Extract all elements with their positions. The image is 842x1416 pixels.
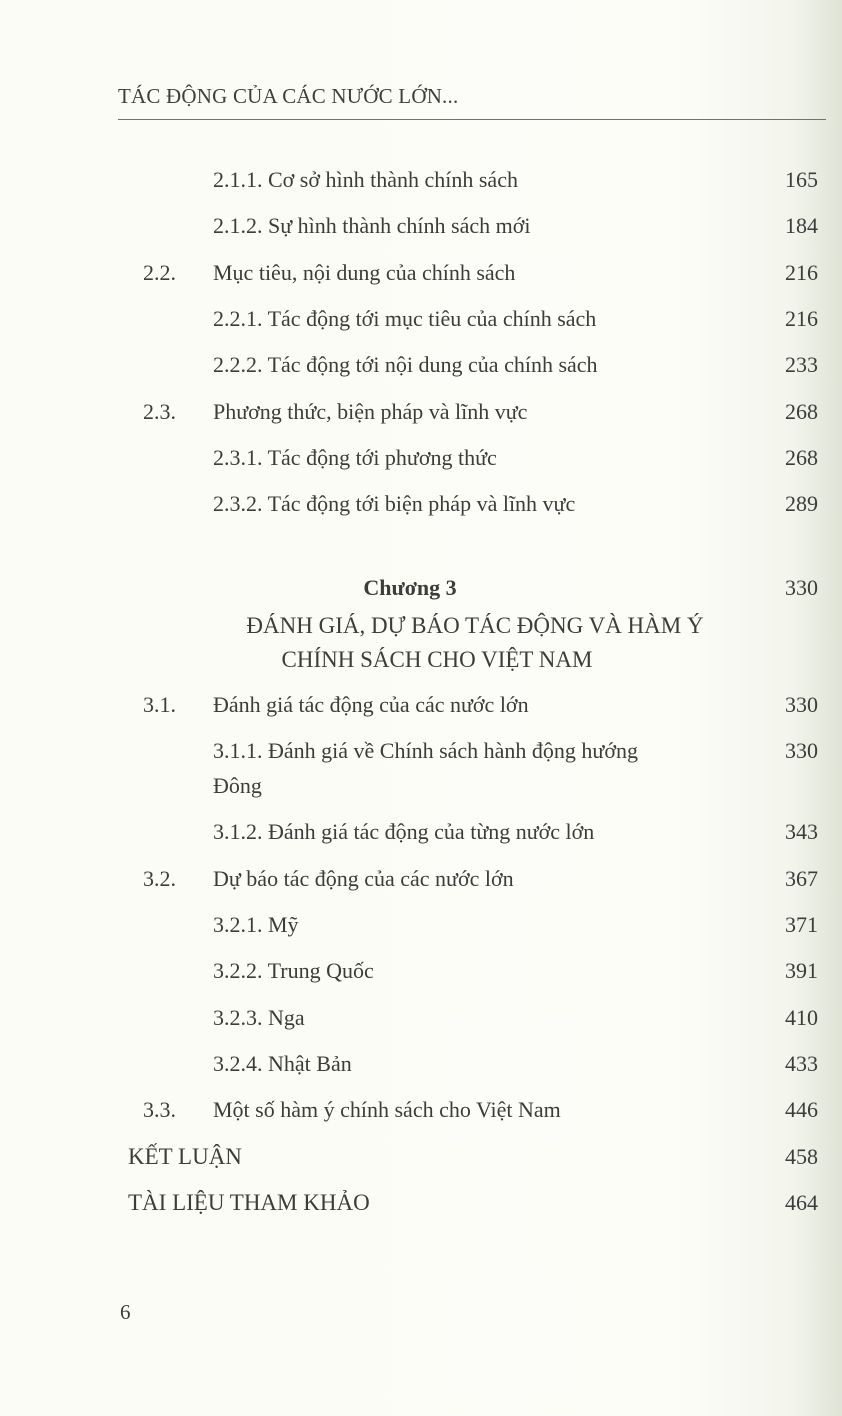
toc-page: 367	[785, 866, 818, 891]
toc-title: Dự báo tác động của các nước lớn	[213, 866, 514, 891]
toc-page: 216	[785, 306, 818, 331]
toc-page: 391	[785, 958, 818, 983]
chapter-title-text: ĐÁNH GIÁ, DỰ BÁO TÁC ĐỘNG VÀ HÀM Ý	[246, 613, 704, 638]
toc-page: 371	[785, 912, 818, 937]
toc-number: 3.1.	[143, 692, 176, 717]
toc-title: Một số hàm ý chính sách cho Việt Nam	[213, 1097, 561, 1122]
toc-title: 2.2.1. Tác động tới mục tiêu của chính sách	[213, 306, 597, 331]
toc-page: 446	[785, 1097, 818, 1122]
header-rule	[118, 119, 826, 120]
toc-title: 3.2.3. Nga	[213, 1005, 305, 1030]
toc-page: 330	[785, 738, 818, 763]
toc-page: 233	[785, 352, 818, 377]
chapter-page: 330	[785, 575, 818, 600]
chapter-title-text: CHÍNH SÁCH CHO VIỆT NAM	[281, 647, 593, 672]
toc-title: KẾT LUẬN	[128, 1144, 242, 1169]
toc-title: 3.1.2. Đánh giá tác động của từng nước lớn	[213, 819, 595, 844]
toc-title: Mục tiêu, nội dung của chính sách	[213, 260, 516, 285]
toc-title: 2.1.2. Sự hình thành chính sách mới	[213, 213, 531, 238]
toc-number: 3.2.	[143, 866, 176, 891]
toc-page: 343	[785, 819, 818, 844]
toc-title: 3.2.4. Nhật Bản	[213, 1051, 352, 1076]
toc-title: 3.2.2. Trung Quốc	[213, 958, 374, 983]
toc-page: 268	[785, 399, 818, 424]
toc-page: 289	[785, 491, 818, 516]
toc-number: 2.3.	[143, 399, 176, 424]
toc-page: 268	[785, 445, 818, 470]
chapter-label: Chương 3	[363, 575, 457, 600]
toc-title: 2.3.1. Tác động tới phương thức	[213, 445, 497, 470]
toc-title-continued: Đông	[213, 773, 262, 798]
toc-page: 464	[785, 1190, 818, 1215]
toc-page: 165	[785, 167, 818, 192]
toc-number: 2.2.	[143, 260, 176, 285]
toc-title: 2.3.2. Tác động tới biện pháp và lĩnh vực	[213, 491, 576, 516]
toc-title: Phương thức, biện pháp và lĩnh vực	[213, 399, 528, 424]
toc-title: 3.2.1. Mỹ	[213, 912, 299, 937]
toc-title: 2.1.1. Cơ sở hình thành chính sách	[213, 167, 518, 192]
toc-page: 410	[785, 1005, 818, 1030]
toc-title: Đánh giá tác động của các nước lớn	[213, 692, 529, 717]
toc-page: 433	[785, 1051, 818, 1076]
toc-number: 3.3.	[143, 1097, 176, 1122]
running-head: TÁC ĐỘNG CỦA CÁC NƯỚC LỚN...	[118, 84, 459, 108]
toc-page: 330	[785, 692, 818, 717]
toc-page: 216	[785, 260, 818, 285]
toc-page: 458	[785, 1144, 818, 1169]
toc-title: 3.1.1. Đánh giá về Chính sách hành động hướng	[213, 738, 638, 763]
toc-title: TÀI LIỆU THAM KHẢO	[128, 1190, 370, 1215]
toc-page: 184	[785, 213, 818, 238]
page-number: 6	[120, 1300, 131, 1324]
toc-title: 2.2.2. Tác động tới nội dung của chính sách	[213, 352, 598, 377]
